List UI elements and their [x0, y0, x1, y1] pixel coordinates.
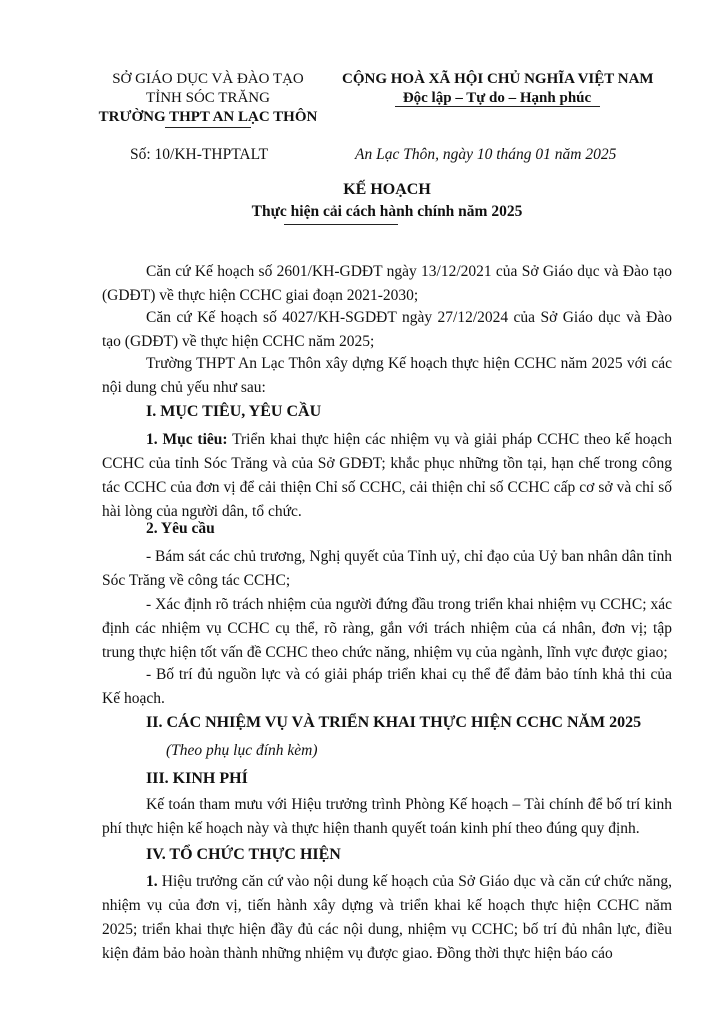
place-date: An Lạc Thôn, ngày 10 tháng 01 năm 2025: [355, 146, 617, 163]
implementation-text: Hiệu trưởng căn cứ vào nội dung kế hoạch của Sở Giáo dục và căn cứ chức năng, nhiệm vụ của đơn vị, tiến hành xây dựng và triển khai kế hoạch thực hiện CCHC năm 2025; triển khai thực hiện đầy đủ các nội dung, nhiệm vụ CCHC; bố trí đủ nhân lực, điều kiện đảm bảo hoàn thành những nhiệm vụ được giao. Đồng thời thực hiện báo cáo: [102, 873, 672, 962]
requirement-item-2: - Xác định rõ trách nhiệm của người đứng đầu trong triển khai nhiệm vụ CCHC; xác định các nhiệm vụ CCHC cụ thể, rõ ràng, gắn với trách nhiệm của cá nhân, đơn vị; tập trung thực hiện tốt vấn đề CCHC theo chức năng, nhiệm vụ của ngành, lĩnh vực được giao;: [102, 596, 672, 661]
org-line-department: SỞ GIÁO DỤC VÀ ĐÀO TẠO: [112, 71, 304, 87]
objective-label: 1. Mục tiêu:: [146, 431, 228, 448]
objective-paragraph: [102, 428, 672, 524]
org-line-school: TRƯỜNG THPT AN LẠC THÔN: [98, 109, 318, 125]
section-2-heading: II. CÁC NHIỆM VỤ VÀ TRIỂN KHAI THỰC HIỆN CCHC NĂM 2025: [146, 714, 642, 731]
document-number: Số: 10/KH-THPTALT: [130, 146, 269, 163]
nation-motto: Độc lập – Tự do – Hạnh phúc: [402, 90, 592, 106]
budget-paragraph: Kế toán tham mưu với Hiệu trưởng trình Phòng Kế hoạch – Tài chính để bố trí kinh phí thực hiện kế hoạch này và thực hiện thanh quyết toán kinh phí theo đúng quy định.: [102, 796, 672, 837]
nation-title: CỘNG HOÀ XÃ HỘI CHỦ NGHĨA VIỆT NAM: [342, 71, 654, 87]
document-title: KẾ HOẠCH: [343, 181, 431, 198]
section-4-heading: IV. TỔ CHỨC THỰC HIỆN: [146, 846, 341, 863]
appendix-note: (Theo phụ lục đính kèm): [166, 742, 318, 759]
intro-paragraph: Trường THPT An Lạc Thôn xây dựng Kế hoạch thực hiện CCHC năm 2025 với các nội dung chủ yếu như sau:: [102, 355, 672, 396]
org-underline: [165, 127, 251, 128]
section-1-heading: I. MỤC TIÊU, YÊU CẦU: [146, 403, 322, 420]
requirement-item-1: - Bám sát các chủ trương, Nghị quyết của Tỉnh uỷ, chỉ đạo của Uỷ ban nhân dân tỉnh Sóc Trăng về công tác CCHC;: [102, 548, 672, 589]
requirement-item-3: - Bố trí đủ nguồn lực và có giải pháp triển khai cụ thể để đảm bảo tính khả thi của Kế hoạch.: [102, 666, 672, 707]
basis-paragraph-2: Căn cứ Kế hoạch số 4027/KH-SGDĐT ngày 27/12/2024 của Sở Giáo dục và Đào tạo (GDĐT) về thực hiện CCHC năm 2025;: [102, 309, 672, 350]
motto-underline: [395, 106, 600, 107]
document-subtitle: Thực hiện cải cách hành chính năm 2025: [251, 203, 523, 220]
requirements-heading: 2. Yêu cầu: [146, 520, 215, 537]
implementation-label: 1.: [146, 873, 158, 890]
subtitle-underline: [284, 224, 398, 225]
implementation-paragraph: [102, 870, 672, 966]
org-line-province: TỈNH SÓC TRĂNG: [146, 90, 270, 106]
section-3-heading: III. KINH PHÍ: [146, 770, 248, 787]
objective-text: Triển khai thực hiện các nhiệm vụ và giải pháp CCHC theo kế hoạch CCHC của tỉnh Sóc Trăng và của Sở GDĐT; khắc phục những tồn tại, hạn chế trong công tác CCHC của đơn vị để cải thiện Chỉ số CCHC, cải thiện chỉ số CCHC cấp cơ sở và chỉ số hài lòng của người dân, tổ chức.: [102, 431, 672, 520]
basis-paragraph-1: Căn cứ Kế hoạch số 2601/KH-GDĐT ngày 13/12/2021 của Sở Giáo dục và Đào tạo (GDĐT) về thực hiện CCHC giai đoạn 2021-2030;: [102, 263, 672, 304]
